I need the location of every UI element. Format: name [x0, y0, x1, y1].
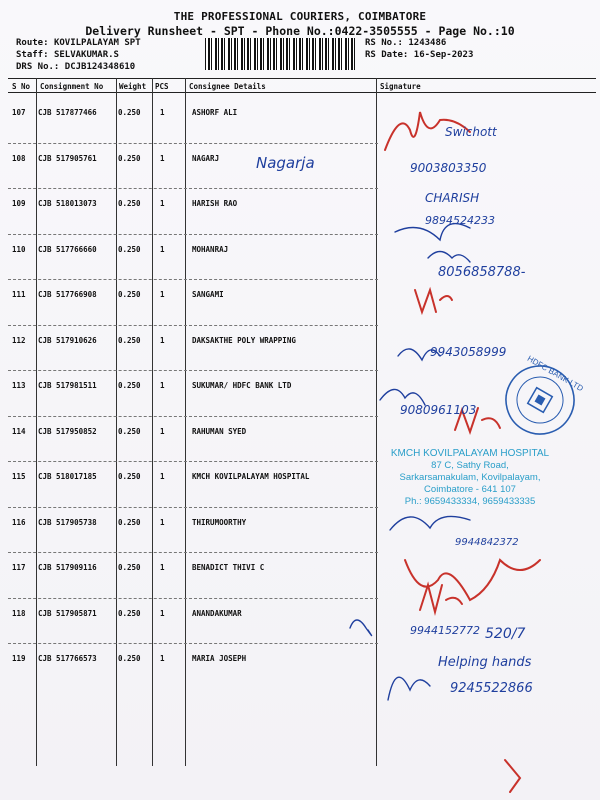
row-consignment-no: CJB 518017185 — [38, 472, 97, 481]
route-line — [16, 38, 141, 48]
row-weight: 0.250 — [118, 199, 141, 208]
route-value: KOVILPALAYAM SPT — [53, 38, 141, 48]
row-sno: 110 — [12, 244, 26, 254]
staff-label: Staff: — [16, 50, 49, 60]
drs-label: DRS No.: — [16, 62, 60, 72]
row-sno: 114 — [12, 426, 26, 436]
runsheet-subtitle: Delivery Runsheet - SPT - Phone No.:0422-3505555 - Page No.:10 — [85, 24, 515, 38]
handwritten-text: 9944152772 — [410, 624, 480, 637]
row-pcs: 1 — [160, 199, 165, 208]
col-header-consignee: Consignee Details — [189, 82, 266, 91]
row-pcs: 1 — [160, 517, 165, 527]
handwritten-text: 9943058999 — [430, 345, 507, 359]
row-pcs: 1 — [160, 244, 165, 254]
handwritten-text: 9003803350 — [410, 161, 487, 175]
row-sno: 107 — [12, 108, 26, 117]
row-sno: 109 — [12, 199, 26, 208]
row-sno: 111 — [12, 290, 26, 299]
row-consignee: SANGAMI — [192, 290, 224, 299]
handwritten-text: CHARISH — [425, 191, 480, 205]
row-consignee: SUKUMAR/ HDFC BANK LTD — [192, 381, 292, 390]
table-row — [8, 146, 596, 192]
row-consignment-no: CJB 517766660 — [38, 244, 97, 254]
drs-barcode — [205, 38, 355, 70]
row-separator — [8, 188, 378, 189]
rs-date-value: 16-Sep-2023 — [413, 50, 474, 60]
hdfc-stamp-text: HDFC BANK LTD — [525, 353, 585, 394]
row-separator — [8, 643, 378, 644]
table-row — [8, 601, 596, 647]
row-consignment-no: CJB 517910626 — [38, 335, 97, 345]
row-pcs: 1 — [160, 335, 165, 345]
row-separator — [8, 416, 378, 417]
row-sno: 117 — [12, 563, 26, 572]
row-sno: 119 — [12, 654, 26, 663]
row-consignee: HARISH RAO — [192, 199, 238, 208]
table-row — [8, 555, 596, 601]
row-weight: 0.250 — [118, 244, 141, 254]
stamp-line: 87 C, Sathy Road, — [431, 460, 509, 471]
row-separator — [8, 143, 378, 144]
row-separator — [8, 461, 378, 462]
rs-no-value: 1243486 — [408, 38, 447, 48]
row-pcs: 1 — [160, 608, 165, 618]
row-separator — [8, 552, 378, 553]
row-pcs: 1 — [160, 426, 165, 436]
row-consignee: THIRUMOORTHY — [192, 517, 247, 527]
row-sno: 108 — [12, 153, 26, 163]
row-separator — [8, 507, 378, 508]
row-consignment-no: CJB 517905738 — [38, 517, 97, 527]
row-consignee: MOHANRAJ — [192, 244, 229, 254]
row-weight: 0.250 — [118, 608, 141, 618]
staff-value: SELVAKUMAR.S — [53, 50, 119, 60]
row-weight: 0.250 — [118, 381, 141, 390]
table-top-rule — [8, 78, 596, 79]
row-pcs: 1 — [160, 563, 165, 572]
row-consignee: DAKSAKTHE POLY WRAPPING — [192, 335, 296, 345]
stamp-line: Sarkarsamakulam, Kovilpalayam, — [399, 472, 541, 483]
table-row — [8, 237, 596, 283]
row-consignee: BENADICT THIVI C — [192, 563, 265, 572]
row-weight: 0.250 — [118, 108, 141, 117]
rs-date-line — [365, 50, 473, 60]
table-row — [8, 191, 596, 237]
table-row — [8, 646, 596, 692]
rs-date-label: RS Date: — [365, 50, 409, 60]
handwritten-text: 9080961103 — [400, 403, 477, 417]
row-separator — [8, 279, 378, 280]
route-label: Route: — [16, 38, 49, 48]
header-bottom-rule — [8, 92, 596, 93]
row-consignment-no: CJB 517766573 — [38, 654, 97, 663]
row-consignee: RAHUMAN SYED — [192, 426, 247, 436]
row-sno: 113 — [12, 381, 26, 390]
staff-line — [16, 50, 119, 60]
row-weight: 0.250 — [118, 153, 141, 163]
table-row — [8, 373, 596, 419]
row-consignment-no: CJB 518013073 — [38, 199, 97, 208]
row-consignment-no: CJB 517950852 — [38, 426, 97, 436]
handwritten-text: Nagarja — [256, 154, 315, 172]
handwritten-text: 9894524233 — [425, 214, 495, 227]
row-pcs: 1 — [160, 290, 165, 299]
table-row — [8, 328, 596, 374]
handwritten-text: 8056858788- — [438, 265, 526, 280]
col-header-weight: Weight — [119, 82, 147, 91]
company-title: THE PROFESSIONAL COURIERS, COIMBATORE — [173, 10, 427, 23]
row-weight: 0.250 — [118, 290, 141, 299]
row-weight: 0.250 — [118, 654, 141, 663]
drs-line — [16, 62, 135, 72]
col-header-consignment: Consignment No — [40, 82, 104, 91]
row-pcs: 1 — [160, 381, 165, 390]
rs-no-label: RS No.: — [365, 38, 403, 48]
handwritten-text: 9944842372 — [455, 537, 519, 548]
row-weight: 0.250 — [118, 517, 141, 527]
row-sno: 116 — [12, 517, 26, 527]
handwritten-text: Swichott — [445, 125, 497, 139]
row-sno: 115 — [12, 472, 26, 481]
row-consignment-no: CJB 517981511 — [38, 381, 97, 390]
row-pcs: 1 — [160, 153, 165, 163]
row-weight: 0.250 — [118, 335, 141, 345]
row-separator — [8, 370, 378, 371]
row-pcs: 1 — [160, 472, 165, 481]
row-consignee: NAGARJ — [192, 153, 220, 163]
table-row — [8, 282, 596, 328]
row-separator — [8, 325, 378, 326]
row-consignee: ASHORF ALI — [192, 108, 238, 117]
stamp-line: Coimbatore - 641 107 — [424, 484, 516, 495]
row-consignee: ANANDAKUMAR — [192, 608, 242, 618]
handwritten-text: 520/7 — [485, 626, 526, 642]
col-header-pcs: PCS — [155, 82, 169, 91]
stamp-line: KMCH KOVILPALAYAM HOSPITAL — [390, 448, 550, 459]
rs-no-line — [365, 38, 446, 48]
table-row — [8, 510, 596, 556]
col-header-signature: Signature — [380, 82, 421, 91]
drs-value: DCJB124348610 — [64, 62, 136, 72]
row-sno: 112 — [12, 335, 26, 345]
row-consignment-no: CJB 517905871 — [38, 608, 97, 618]
row-sno: 118 — [12, 608, 26, 618]
row-weight: 0.250 — [118, 563, 141, 572]
handwritten-text: Helping hands — [438, 655, 532, 670]
row-consignee: KMCH KOVILPALAYAM HOSPITAL — [192, 472, 310, 481]
col-header-sno: S No — [12, 82, 31, 91]
row-pcs: 1 — [160, 108, 165, 117]
row-weight: 0.250 — [118, 472, 141, 481]
stamp-line: Ph.: 9659433334, 9659433335 — [404, 496, 536, 507]
row-weight: 0.250 — [118, 426, 141, 436]
row-consignment-no: CJB 517905761 — [38, 153, 97, 163]
red-signature-mark — [505, 760, 520, 792]
row-consignment-no: CJB 517877466 — [38, 108, 97, 117]
handwritten-text: 9245522866 — [450, 681, 533, 696]
row-separator — [8, 598, 378, 599]
table-row — [8, 100, 596, 146]
row-pcs: 1 — [160, 654, 165, 663]
kmch-hospital-stamp — [370, 448, 570, 508]
row-consignment-no: CJB 517766908 — [38, 290, 97, 299]
row-separator — [8, 234, 378, 235]
row-consignee: MARIA JOSEPH — [192, 654, 247, 663]
row-consignment-no: CJB 517909116 — [38, 563, 97, 572]
